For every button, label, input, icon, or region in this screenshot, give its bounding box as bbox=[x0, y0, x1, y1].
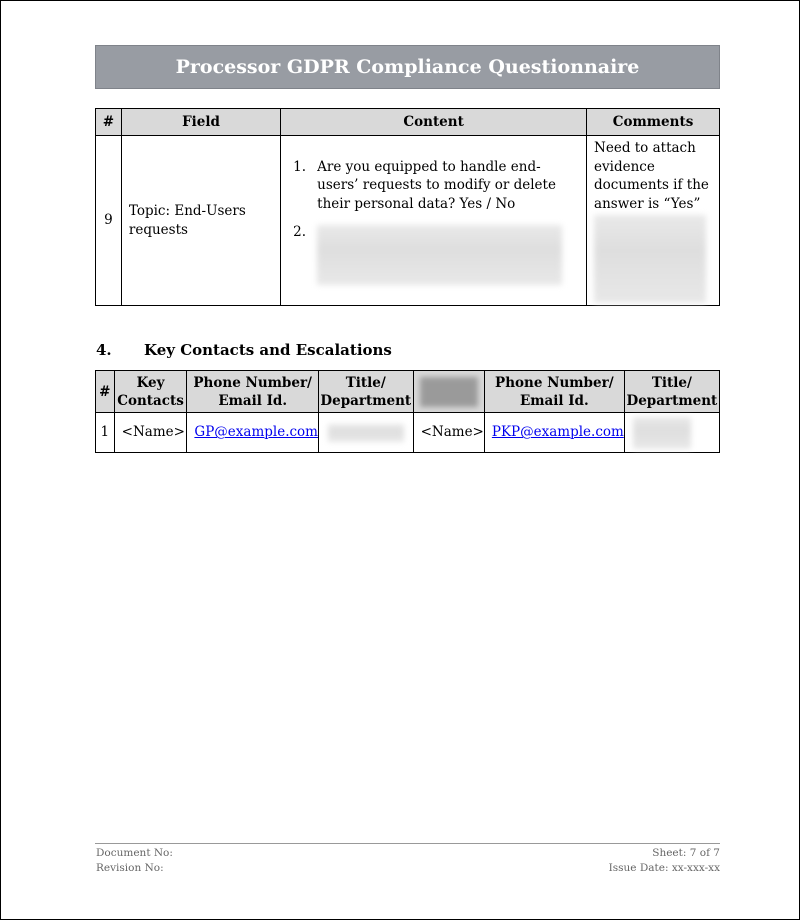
header-title-department: Title/ Department bbox=[624, 371, 719, 413]
header-redacted bbox=[413, 371, 484, 413]
header-key-contacts: Key Contacts bbox=[114, 371, 187, 413]
contact-email bbox=[187, 413, 319, 453]
header-phone-email: Phone Number/ Email Id. bbox=[187, 371, 319, 413]
header-content: Content bbox=[281, 109, 587, 136]
contacts-header-row bbox=[96, 371, 720, 413]
header-number: # bbox=[96, 371, 115, 413]
contact-title-redacted bbox=[318, 413, 413, 453]
footer-issue-date: Issue Date: xx-xxx-xx bbox=[608, 862, 720, 874]
item-number: 1. bbox=[293, 158, 307, 175]
table-row bbox=[96, 136, 720, 306]
row-comments bbox=[587, 136, 720, 306]
header-title-department: Title/ Department bbox=[318, 371, 413, 413]
footer-sheet: Sheet: 7 of 7 bbox=[652, 847, 720, 859]
item-number: 2. bbox=[293, 224, 307, 241]
header-number: # bbox=[96, 109, 122, 136]
footer-document-no: Document No: bbox=[96, 847, 173, 859]
document-title: Processor GDPR Compliance Questionnaire bbox=[95, 45, 720, 89]
contact-number: 1 bbox=[96, 413, 115, 453]
redacted-content bbox=[317, 223, 580, 285]
contact-email-link[interactable]: GP@example.com bbox=[194, 424, 318, 441]
comments-text: Need to attach evidence documents if the answer is “Yes” bbox=[594, 140, 709, 212]
contact-email bbox=[484, 413, 624, 453]
contact-name: <Name> bbox=[413, 413, 484, 453]
footer-divider bbox=[95, 843, 720, 844]
row-field: Topic: End-Users requests bbox=[121, 136, 280, 306]
contact-email-link[interactable]: PKP@example.com bbox=[491, 424, 624, 441]
footer-revision-no: Revision No: bbox=[96, 862, 164, 874]
header-comments: Comments bbox=[587, 109, 720, 136]
content-item bbox=[293, 223, 580, 285]
section-title: Key Contacts and Escalations bbox=[144, 341, 392, 359]
questionnaire-table bbox=[95, 108, 720, 306]
row-number: 9 bbox=[96, 136, 122, 306]
header-field: Field bbox=[121, 109, 280, 136]
content-item bbox=[293, 158, 580, 214]
table-row bbox=[96, 413, 720, 453]
item-text: Are you equipped to handle end-users’ requests to modify or delete their personal data? Yes / No bbox=[317, 158, 556, 212]
contact-title-redacted bbox=[624, 413, 719, 453]
section-number: 4. bbox=[96, 341, 112, 359]
redacted-comments bbox=[594, 215, 706, 303]
contacts-table bbox=[95, 370, 720, 453]
contact-name: <Name> bbox=[114, 413, 187, 453]
section-heading bbox=[96, 341, 392, 359]
header-phone-email: Phone Number/ Email Id. bbox=[484, 371, 624, 413]
questionnaire-header-row bbox=[96, 109, 720, 136]
row-content bbox=[281, 136, 587, 306]
